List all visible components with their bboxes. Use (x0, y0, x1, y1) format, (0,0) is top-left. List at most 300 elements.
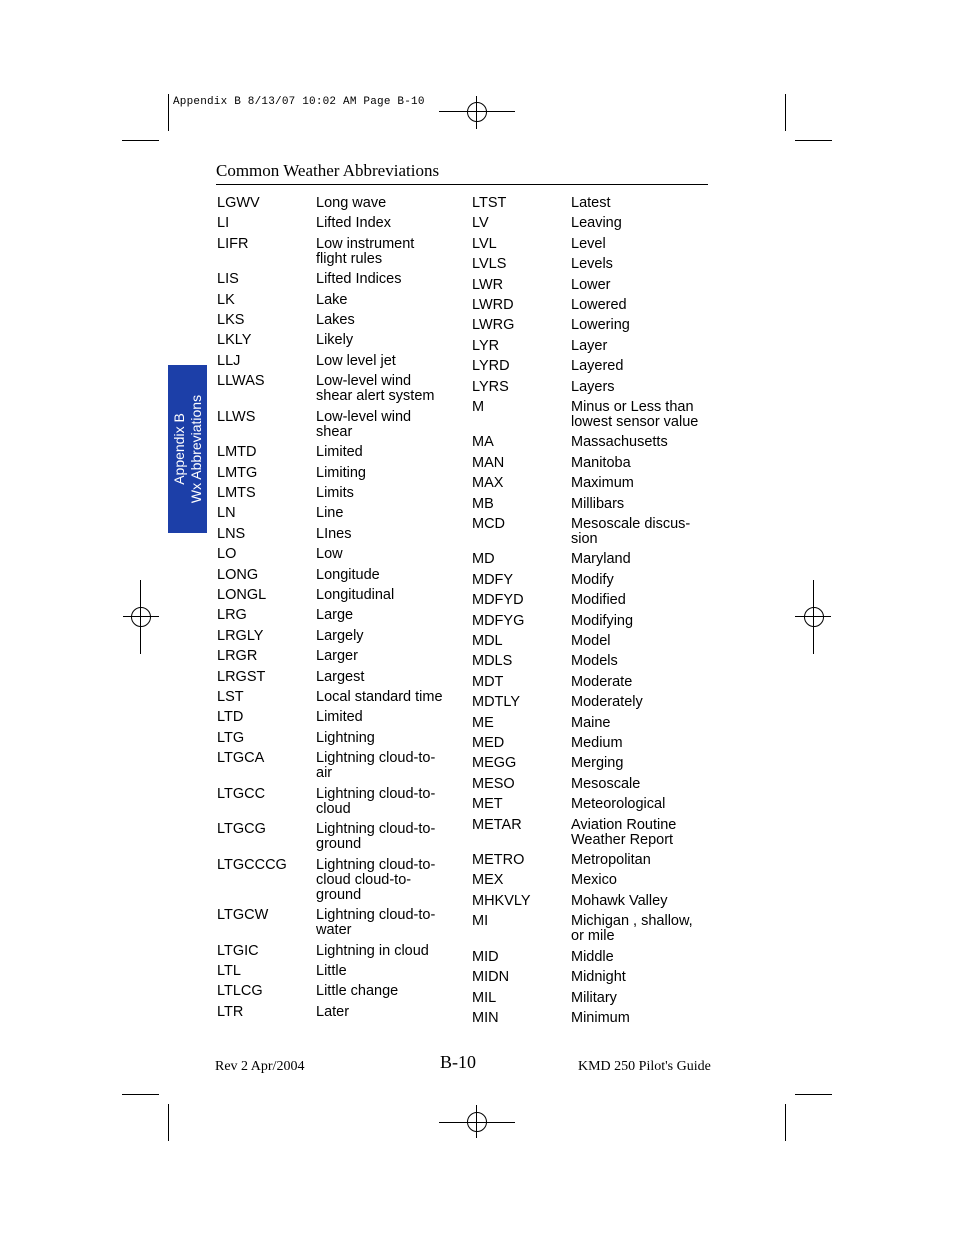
abbreviation-entry (217, 271, 443, 291)
meaning-line: Lowered (571, 296, 627, 313)
abbreviation-entry (217, 750, 443, 786)
abbreviation-code: LTGCA (217, 750, 265, 767)
abbreviation-entry (472, 379, 698, 399)
meaning-line: water (316, 922, 352, 939)
abbreviation-code: LNS (217, 525, 246, 542)
abbreviation-entry (217, 943, 443, 963)
meaning-line: cloud (316, 800, 351, 817)
meaning-line: Aviation Routine (571, 816, 677, 833)
meaning-line: Modifying (571, 612, 634, 629)
abbreviation-meaning (571, 475, 698, 491)
abbreviation-entry (217, 730, 443, 750)
abbreviation-code: LONGL (217, 586, 267, 603)
abbreviation-code: MEX (472, 872, 504, 889)
abbreviation-entry (472, 455, 698, 475)
abbreviation-entry (217, 485, 443, 505)
abbreviation-meaning (316, 648, 443, 664)
abbreviation-entry (472, 297, 698, 317)
abbreviation-code: LRG (217, 607, 247, 624)
meaning-line: Mohawk Valley (571, 892, 668, 909)
abbreviation-meaning (316, 567, 443, 583)
meaning-line: Low level jet (316, 352, 396, 369)
abbreviation-entry (472, 551, 698, 571)
abbreviation-entry (217, 689, 443, 709)
footer-revision: Rev 2 Apr/2004 (215, 1059, 305, 1074)
meaning-line: Lightning cloud-to- (316, 785, 436, 802)
abbreviation-meaning (316, 215, 443, 231)
meaning-line: cloud cloud-to- (316, 871, 412, 888)
abbreviation-code: LTD (217, 709, 244, 726)
abbreviation-code: MDFYG (472, 612, 525, 629)
meaning-line: Midnight (571, 969, 626, 986)
meaning-line: Modify (571, 571, 614, 588)
abbreviation-code: LTGIC (217, 942, 259, 959)
abbreviation-code: LWRG (472, 317, 515, 334)
abbreviation-code: LVLS (472, 256, 507, 273)
abbreviation-meaning (316, 907, 443, 938)
abbreviation-meaning (316, 983, 443, 999)
abbreviation-meaning (571, 715, 698, 731)
abbreviation-entry (217, 546, 443, 566)
abbreviation-code: LYR (472, 337, 500, 354)
abbreviation-meaning (571, 969, 698, 985)
abbreviation-entry (472, 990, 698, 1010)
abbreviation-entry (472, 399, 698, 435)
meaning-line: Largely (316, 627, 364, 644)
meaning-line: Low (316, 546, 343, 563)
meaning-line: Limits (316, 485, 354, 502)
abbreviation-meaning (571, 195, 698, 211)
meaning-line: Later (316, 1003, 350, 1020)
abbreviation-meaning (571, 338, 698, 354)
abbreviation-code: MESO (472, 775, 515, 792)
abbreviation-meaning (316, 409, 443, 440)
meaning-line: Lightning cloud-to- (316, 821, 436, 838)
meaning-line: Limiting (316, 464, 366, 481)
meaning-line: Lightning cloud-to- (316, 750, 436, 767)
abbreviation-entry (472, 1010, 698, 1030)
abbreviation-code: MB (472, 495, 494, 512)
abbreviation-meaning (316, 587, 443, 603)
abbreviation-meaning (571, 990, 698, 1006)
abbreviation-entry (217, 465, 443, 485)
abbreviation-entry (217, 821, 443, 857)
abbreviation-code: LLJ (217, 352, 241, 369)
meaning-line: Military (571, 989, 617, 1006)
abbreviation-entry (472, 735, 698, 755)
abbreviation-code: MDTLY (472, 694, 521, 711)
abbreviation-code: LTGCG (217, 821, 266, 838)
abbreviation-meaning (316, 292, 443, 308)
abbreviation-entry (217, 669, 443, 689)
abbreviation-meaning (571, 358, 698, 374)
abbreviation-entry (217, 567, 443, 587)
abbreviation-meaning (316, 236, 443, 267)
abbreviation-code: LMTD (217, 444, 257, 461)
abbreviation-meaning (316, 332, 443, 348)
meaning-line: Layer (571, 337, 608, 354)
abbreviation-meaning (571, 399, 698, 430)
abbreviation-entry (472, 817, 698, 853)
abbreviation-entry (217, 628, 443, 648)
abbreviation-code: LTST (472, 195, 507, 211)
abbreviation-entry (217, 195, 443, 215)
meaning-line: ground (316, 836, 362, 853)
abbreviation-code: MED (472, 734, 505, 751)
print-slug: Appendix B 8/13/07 10:02 AM Page B-10 (173, 96, 425, 108)
abbreviation-entry (472, 633, 698, 653)
abbreviation-code: LGWV (217, 195, 260, 211)
meaning-line: Likely (316, 332, 354, 349)
abbreviation-meaning (316, 689, 443, 705)
abbreviation-code: LTGCW (217, 907, 269, 924)
abbreviation-meaning (571, 796, 698, 812)
abbreviation-meaning (571, 817, 698, 848)
abbreviation-meaning (571, 893, 698, 909)
abbreviation-entry (217, 857, 443, 908)
meaning-line: Middle (571, 948, 614, 965)
abbreviation-meaning (316, 709, 443, 725)
abbreviation-code: MIN (472, 1009, 499, 1026)
abbreviation-entry (472, 776, 698, 796)
abbreviation-meaning (571, 297, 698, 313)
abbreviation-code: LTR (217, 1003, 244, 1020)
meaning-line: Lake (316, 291, 348, 308)
abbreviation-meaning (571, 674, 698, 690)
abbreviation-code: LTL (217, 962, 241, 979)
abbreviation-meaning (316, 628, 443, 644)
meaning-line: or mile (571, 928, 615, 945)
meaning-line: Latest (571, 195, 611, 211)
abbreviation-meaning (316, 1004, 443, 1020)
abbreviation-entry (217, 312, 443, 332)
abbreviation-code: MD (472, 551, 495, 568)
abbreviation-entry (217, 409, 443, 445)
abbreviation-entry (217, 1004, 443, 1024)
abbreviation-entry (217, 505, 443, 525)
meaning-line: Lightning in cloud (316, 942, 429, 959)
abbreviation-code: LKLY (217, 332, 252, 349)
abbreviation-meaning (316, 373, 443, 404)
meaning-line: Lifted Indices (316, 271, 402, 288)
abbreviation-entry (472, 913, 698, 949)
abbreviation-entry (472, 475, 698, 495)
abbreviation-meaning (571, 379, 698, 395)
meaning-line: Mesoscale (571, 775, 641, 792)
meaning-line: Weather Report (571, 831, 674, 848)
abbreviation-meaning (571, 852, 698, 868)
abbreviation-code: METAR (472, 816, 522, 833)
abbreviation-entry (472, 195, 698, 215)
meaning-line: Maximum (571, 475, 634, 492)
abbreviation-code: MCD (472, 515, 506, 532)
abbreviation-entry (217, 236, 443, 272)
abbreviation-entry (217, 332, 443, 352)
meaning-line: sion (571, 530, 598, 547)
meaning-line: Line (316, 505, 344, 522)
registration-top-icon (467, 102, 487, 122)
abbreviation-entry (472, 755, 698, 775)
abbreviation-entry (472, 872, 698, 892)
abbreviation-meaning (316, 943, 443, 959)
abbreviation-code: MET (472, 796, 503, 813)
abbreviation-code: LK (217, 291, 235, 308)
meaning-line: LInes (316, 525, 352, 542)
abbreviation-entry (472, 496, 698, 516)
abbreviation-code: LMTS (217, 485, 256, 502)
abbreviation-entry (472, 674, 698, 694)
abbreviation-meaning (316, 271, 443, 287)
abbreviation-entry (472, 893, 698, 913)
abbreviation-meaning (571, 613, 698, 629)
abbreviation-code: LKS (217, 312, 245, 329)
abbreviation-code: MAN (472, 454, 505, 471)
abbreviation-meaning (316, 526, 443, 542)
meaning-line: Limited (316, 709, 363, 726)
meaning-line: Minimum (571, 1009, 630, 1026)
abbreviation-entry (472, 516, 698, 552)
abbreviation-entry (217, 587, 443, 607)
abbreviation-code: LIFR (217, 235, 249, 252)
abbreviation-meaning (316, 669, 443, 685)
abbreviation-entry (217, 607, 443, 627)
abbreviation-entry (217, 983, 443, 1003)
meaning-line: Millibars (571, 495, 625, 512)
meaning-line: Longitude (316, 566, 380, 583)
meaning-line: Larger (316, 648, 358, 665)
side-tab-line2: Wx Abbreviations (187, 394, 204, 504)
registration-bottom-icon (467, 1112, 487, 1132)
side-tab-label (171, 395, 205, 503)
abbreviation-entry (472, 969, 698, 989)
meaning-line: Meteorological (571, 796, 666, 813)
abbreviation-entry (217, 444, 443, 464)
abbreviation-code: LWR (472, 276, 504, 293)
abbreviation-code: LST (217, 688, 244, 705)
abbreviation-entry (217, 786, 443, 822)
abbreviation-code: LLWAS (217, 373, 265, 390)
abbreviation-entry (217, 648, 443, 668)
abbreviation-meaning (571, 592, 698, 608)
registration-left-icon (131, 607, 151, 627)
abbreviation-entry (217, 215, 443, 235)
meaning-line: Lower (571, 276, 611, 293)
meaning-line: Level (571, 235, 606, 252)
abbreviation-code: LIS (217, 271, 239, 288)
abbreviation-code: MA (472, 434, 494, 451)
abbreviation-entry (472, 236, 698, 256)
abbreviation-meaning (316, 485, 443, 501)
meaning-line: Minus or Less than (571, 398, 694, 415)
meaning-line: Maine (571, 714, 611, 731)
abbreviation-entry (472, 434, 698, 454)
meaning-line: Maryland (571, 551, 631, 568)
meaning-line: shear alert system (316, 388, 435, 405)
abbreviation-meaning (571, 256, 698, 272)
abbreviation-code: LRGR (217, 648, 258, 665)
meaning-line: Model (571, 633, 611, 650)
abbreviation-entry (472, 215, 698, 235)
abbreviation-meaning (571, 653, 698, 669)
abbreviation-meaning (316, 546, 443, 562)
meaning-line: Lowering (571, 317, 630, 334)
abbreviation-code: MID (472, 948, 499, 965)
abbreviation-code: LTG (217, 729, 245, 746)
abbreviation-entry (472, 653, 698, 673)
footer-guide-title: KMD 250 Pilot's Guide (578, 1059, 711, 1074)
abbreviation-meaning (571, 755, 698, 771)
meaning-line: Longitudinal (316, 586, 395, 603)
meaning-line: Largest (316, 668, 365, 685)
meaning-line: Massachusetts (571, 434, 668, 451)
abbreviation-meaning (316, 444, 443, 460)
abbreviation-meaning (571, 236, 698, 252)
abbreviation-meaning (316, 786, 443, 817)
abbreviation-code: LN (217, 505, 236, 522)
side-tab (168, 365, 207, 533)
abbreviation-meaning (316, 821, 443, 852)
abbreviation-entry (472, 715, 698, 735)
meaning-line: Limited (316, 444, 363, 461)
abbreviation-entry (472, 256, 698, 276)
meaning-line: Leaving (571, 215, 622, 232)
meaning-line: Low-level wind (316, 373, 412, 390)
title-rule (216, 184, 708, 185)
meaning-line: Levels (571, 256, 613, 273)
abbreviation-meaning (571, 633, 698, 649)
meaning-line: Long wave (316, 195, 387, 211)
abbreviation-code: MIDN (472, 969, 510, 986)
meaning-line: Moderate (571, 673, 633, 690)
abbreviation-entry (217, 907, 443, 943)
side-tab-line1: Appendix B (170, 413, 187, 485)
abbreviation-code: LI (217, 215, 230, 232)
meaning-line: Michigan , shallow, (571, 913, 693, 930)
abbreviation-entry (472, 796, 698, 816)
abbreviation-code: MDT (472, 673, 504, 690)
abbreviation-code: LV (472, 215, 489, 232)
abbreviation-meaning (316, 730, 443, 746)
abbreviation-meaning (571, 735, 698, 751)
abbreviation-code: MDFYD (472, 592, 524, 609)
meaning-line: Models (571, 653, 618, 670)
abbreviation-meaning (316, 963, 443, 979)
abbreviation-entry (472, 572, 698, 592)
meaning-line: Lakes (316, 312, 355, 329)
meaning-line: Modified (571, 592, 626, 609)
meaning-line: flight rules (316, 250, 383, 267)
abbreviation-entry (217, 526, 443, 546)
abbreviation-code: MAX (472, 475, 504, 492)
meaning-line: Lifted Index (316, 215, 391, 232)
abbreviation-code: LLWS (217, 408, 256, 425)
abbreviation-code: LRGLY (217, 627, 264, 644)
meaning-line: Medium (571, 734, 623, 751)
abbreviation-code: LTGCCCG (217, 856, 287, 873)
meaning-line: Low instrument (316, 235, 415, 252)
abbreviation-meaning (571, 551, 698, 567)
abbreviation-entry (217, 963, 443, 983)
abbreviation-code: M (472, 398, 485, 415)
abbreviation-meaning (571, 776, 698, 792)
abbreviation-code: MDL (472, 633, 503, 650)
abbreviation-meaning (316, 857, 443, 903)
abbreviation-meaning (316, 607, 443, 623)
abbreviation-entry (472, 277, 698, 297)
abbreviation-code: LONG (217, 566, 259, 583)
meaning-line: shear (316, 423, 353, 440)
abbreviation-code: MDLS (472, 653, 513, 670)
abbreviation-code: METRO (472, 852, 525, 869)
meaning-line: ground (316, 886, 362, 903)
abbreviation-meaning (571, 215, 698, 231)
abbreviation-meaning (571, 872, 698, 888)
abbreviation-meaning (571, 1010, 698, 1026)
meaning-line: Low-level wind (316, 408, 412, 425)
abbreviation-meaning (571, 572, 698, 588)
abbreviation-meaning (316, 750, 443, 781)
meaning-line: Lightning (316, 729, 375, 746)
abbreviation-code: LVL (472, 235, 497, 252)
abbreviation-code: ME (472, 714, 494, 731)
abbreviation-code: LRGST (217, 668, 266, 685)
abbreviation-entry (217, 373, 443, 409)
meaning-line: Large (316, 607, 354, 624)
abbreviation-meaning (316, 195, 443, 211)
abbreviation-entry (472, 338, 698, 358)
abbreviation-entry (472, 592, 698, 612)
abbreviation-code: MI (472, 913, 489, 930)
meaning-line: air (316, 765, 333, 782)
abbreviation-entry (472, 949, 698, 969)
meaning-line: Lightning cloud-to- (316, 856, 436, 873)
meaning-line: Little change (316, 983, 399, 1000)
registration-right-icon (804, 607, 824, 627)
meaning-line: lowest sensor value (571, 413, 699, 430)
abbreviation-meaning (316, 312, 443, 328)
meaning-line: Merging (571, 755, 624, 772)
abbreviation-entry (217, 353, 443, 373)
abbreviation-entry (472, 852, 698, 872)
meaning-line: Layered (571, 358, 624, 375)
abbreviation-code: LO (217, 546, 237, 563)
abbreviation-entry (472, 694, 698, 714)
abbreviation-meaning (571, 496, 698, 512)
abbreviation-code: MEGG (472, 755, 517, 772)
meaning-line: Layers (571, 378, 615, 395)
meaning-line: Little (316, 962, 347, 979)
abbreviation-meaning (316, 505, 443, 521)
abbreviation-meaning (571, 949, 698, 965)
abbreviation-entry (217, 292, 443, 312)
meaning-line: Manitoba (571, 454, 631, 471)
abbreviation-entry (472, 317, 698, 337)
page-number: B-10 (440, 1052, 476, 1072)
abbreviation-entry (472, 358, 698, 378)
abbreviation-code: LWRD (472, 296, 514, 313)
meaning-line: Metropolitan (571, 852, 651, 869)
abbreviation-code: LTGCC (217, 785, 266, 802)
abbreviation-meaning (316, 353, 443, 369)
meaning-line: Moderately (571, 694, 643, 711)
meaning-line: Mesoscale discus- (571, 515, 691, 532)
meaning-line: Local standard time (316, 688, 443, 705)
abbreviation-column-right (472, 195, 698, 1030)
abbreviation-code: MHKVLY (472, 892, 531, 909)
abbreviation-meaning (571, 516, 698, 547)
abbreviation-code: MIL (472, 989, 497, 1006)
abbreviation-meaning (571, 913, 698, 944)
